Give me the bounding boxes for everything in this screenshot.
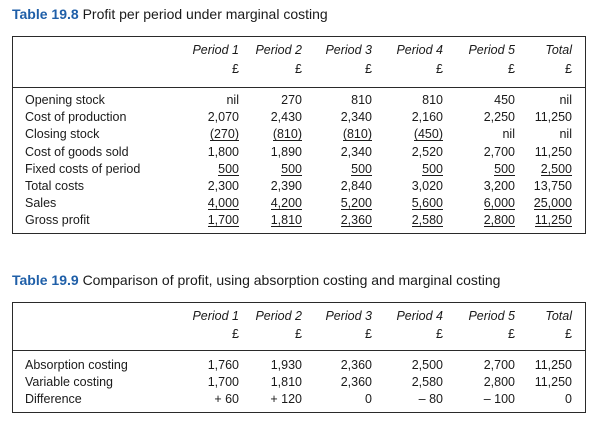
cell-value: nil [559,127,572,142]
row-label: Absorption costing [25,358,128,372]
column-header: Period 3 [325,309,372,323]
table-19-9-caption [12,272,500,288]
table-cell [242,179,302,193]
cell-value: 500 [218,161,239,176]
table-cell [383,375,443,389]
table-19-8 [12,36,586,234]
cell-value: 2,300 [207,179,239,193]
cell-value: 3,200 [483,179,515,193]
column-header: Period 3 [325,43,372,57]
table-cell [512,375,572,389]
table-cell [383,358,443,372]
table-cell [455,358,515,372]
cell-value: 2,580 [411,213,443,228]
column-header: Period 4 [396,309,443,323]
table-cell [242,127,302,141]
table-cell [512,145,572,159]
cell-value: 2,390 [270,179,302,193]
row-label: Total costs [25,179,85,193]
cell-value: 2,700 [483,358,515,372]
cell-value: 6,000 [483,196,515,211]
column-header: Total [545,309,572,323]
table-cell [512,392,572,406]
table-cell [242,375,302,389]
cell-value: (810) [272,127,302,142]
table-cell [312,196,372,210]
cell-value: 2,800 [483,213,515,228]
table-cell [179,162,239,176]
column-header: Period 1 [192,309,239,323]
row-label: Closing stock [25,127,100,142]
cell-value: 1,810 [270,375,302,390]
table-19-8-caption [12,6,328,22]
table-cell [312,145,372,159]
cell-value: 2,700 [483,144,515,159]
cell-value: 2,360 [340,375,372,390]
table-cell [312,93,372,107]
table-cell [455,392,515,406]
cell-value: 3,020 [411,179,443,193]
table-cell [179,179,239,193]
table-cell [312,358,372,372]
table-cell [383,179,443,193]
cell-value: 11,250 [534,375,572,390]
table-title: Profit per period under marginal costing [82,6,328,22]
table-cell [512,196,572,210]
cell-value: 810 [351,93,372,107]
cell-value: 450 [494,93,515,107]
table-cell [383,162,443,176]
table-cell [455,93,515,107]
table-cell [242,93,302,107]
table-cell [242,196,302,210]
cell-value: 11,250 [534,110,572,125]
cell-value: 13,750 [533,179,572,193]
cell-value: 2,160 [411,110,443,125]
table-cell [512,358,572,372]
cell-value: 2,340 [340,144,372,159]
table-cell [512,162,572,176]
table-cell [512,127,572,141]
cell-value: 2,360 [340,358,372,372]
cell-value: 2,360 [340,213,372,228]
table-cell [312,162,372,176]
table-cell [242,213,302,227]
table-cell [312,127,372,141]
column-header: Period 1 [192,43,239,57]
column-unit: £ [565,62,572,76]
cell-value: nil [226,93,239,107]
cell-value: + 120 [270,392,302,407]
table-cell [242,358,302,372]
cell-value: 5,200 [340,196,372,211]
table-title: Comparison of profit, using absorption costing and marginal costing [82,272,501,288]
column-unit: £ [436,327,443,341]
cell-value: 1,760 [207,358,239,372]
table-cell [242,145,302,159]
cell-value: 2,250 [483,110,515,125]
cell-value: 11,250 [534,144,572,159]
table-cell [179,110,239,124]
table-cell [455,213,515,227]
column-header: Period 4 [396,43,443,57]
cell-value: (270) [209,127,239,142]
row-label: Cost of goods sold [25,144,129,159]
row-label: Cost of production [25,110,127,125]
row-label: Variable costing [25,375,114,390]
cell-value: 2,340 [340,110,372,125]
table-cell [312,213,372,227]
table-cell [312,110,372,124]
table-cell [383,127,443,141]
table-cell [512,179,572,193]
table-cell [512,213,572,227]
cell-value: (450) [413,127,443,142]
table-cell [242,110,302,124]
cell-value: 0 [565,392,572,407]
table-cell [455,110,515,124]
cell-value: – 80 [418,392,443,407]
column-header: Period 2 [255,309,302,323]
cell-value: 5,600 [411,196,443,211]
table-cell [455,162,515,176]
cell-value: 1,800 [207,144,239,159]
row-label: Fixed costs of period [25,161,141,176]
cell-value: (810) [342,127,372,142]
table-cell [383,110,443,124]
table-cell [383,392,443,406]
table-cell [312,375,372,389]
cell-value: 1,930 [270,358,302,372]
column-header: Period 5 [468,43,515,57]
cell-value: 500 [494,161,515,176]
table-number: Table 19.8 [12,6,79,22]
table-cell [512,110,572,124]
column-unit: £ [365,327,372,341]
cell-value: 500 [281,161,302,176]
cell-value: 1,890 [270,144,302,159]
cell-value: 1,700 [207,213,239,228]
table-cell [455,145,515,159]
cell-value: 1,700 [207,375,239,390]
cell-value: 2,840 [340,179,372,193]
table-cell [455,196,515,210]
cell-value: nil [502,127,515,142]
cell-value: 270 [281,93,302,107]
table-cell [179,213,239,227]
cell-value: 2,070 [207,110,239,125]
table-cell [179,145,239,159]
table-cell [242,162,302,176]
cell-value: 2,430 [270,110,302,125]
table-cell [383,93,443,107]
table-cell [383,145,443,159]
column-unit: £ [295,327,302,341]
table-cell [179,375,239,389]
column-unit: £ [508,62,515,76]
table-number: Table 19.9 [12,272,79,288]
table-cell [383,196,443,210]
table-cell [383,213,443,227]
cell-value: 2,520 [411,144,443,159]
column-unit: £ [365,62,372,76]
table-cell [242,392,302,406]
cell-value: 25,000 [533,196,572,211]
column-unit: £ [508,327,515,341]
cell-value: 4,000 [207,196,239,211]
table-cell [455,127,515,141]
cell-value: 2,580 [411,375,443,390]
table-cell [312,179,372,193]
cell-value: 4,200 [270,196,302,211]
table-cell [455,375,515,389]
column-header: Period 2 [255,43,302,57]
table-19-9 [12,302,586,413]
column-header: Total [545,43,572,57]
column-unit: £ [295,62,302,76]
column-unit: £ [232,62,239,76]
cell-value: 11,250 [534,213,572,228]
column-unit: £ [436,62,443,76]
row-label: Gross profit [25,213,90,228]
cell-value: 11,250 [534,358,572,372]
cell-value: 810 [422,93,443,107]
cell-value: 2,500 [540,161,572,176]
table-cell [512,93,572,107]
cell-value: 2,800 [483,375,515,390]
cell-value: – 100 [483,392,515,407]
column-unit: £ [232,327,239,341]
row-label: Sales [25,196,57,211]
table-cell [179,392,239,406]
cell-value: 500 [351,161,372,176]
table-cell [312,392,372,406]
column-header: Period 5 [468,309,515,323]
cell-value: 500 [422,161,443,176]
table-cell [179,196,239,210]
cell-value: + 60 [214,392,239,407]
cell-value: 1,810 [270,213,302,228]
table-cell [179,93,239,107]
table-cell [179,127,239,141]
table-cell [179,358,239,372]
cell-value: nil [559,93,572,107]
cell-value: 2,500 [411,358,443,372]
table-cell [455,179,515,193]
row-label: Difference [25,392,82,407]
column-unit: £ [565,327,572,341]
row-label: Opening stock [25,93,105,107]
cell-value: 0 [365,392,372,407]
